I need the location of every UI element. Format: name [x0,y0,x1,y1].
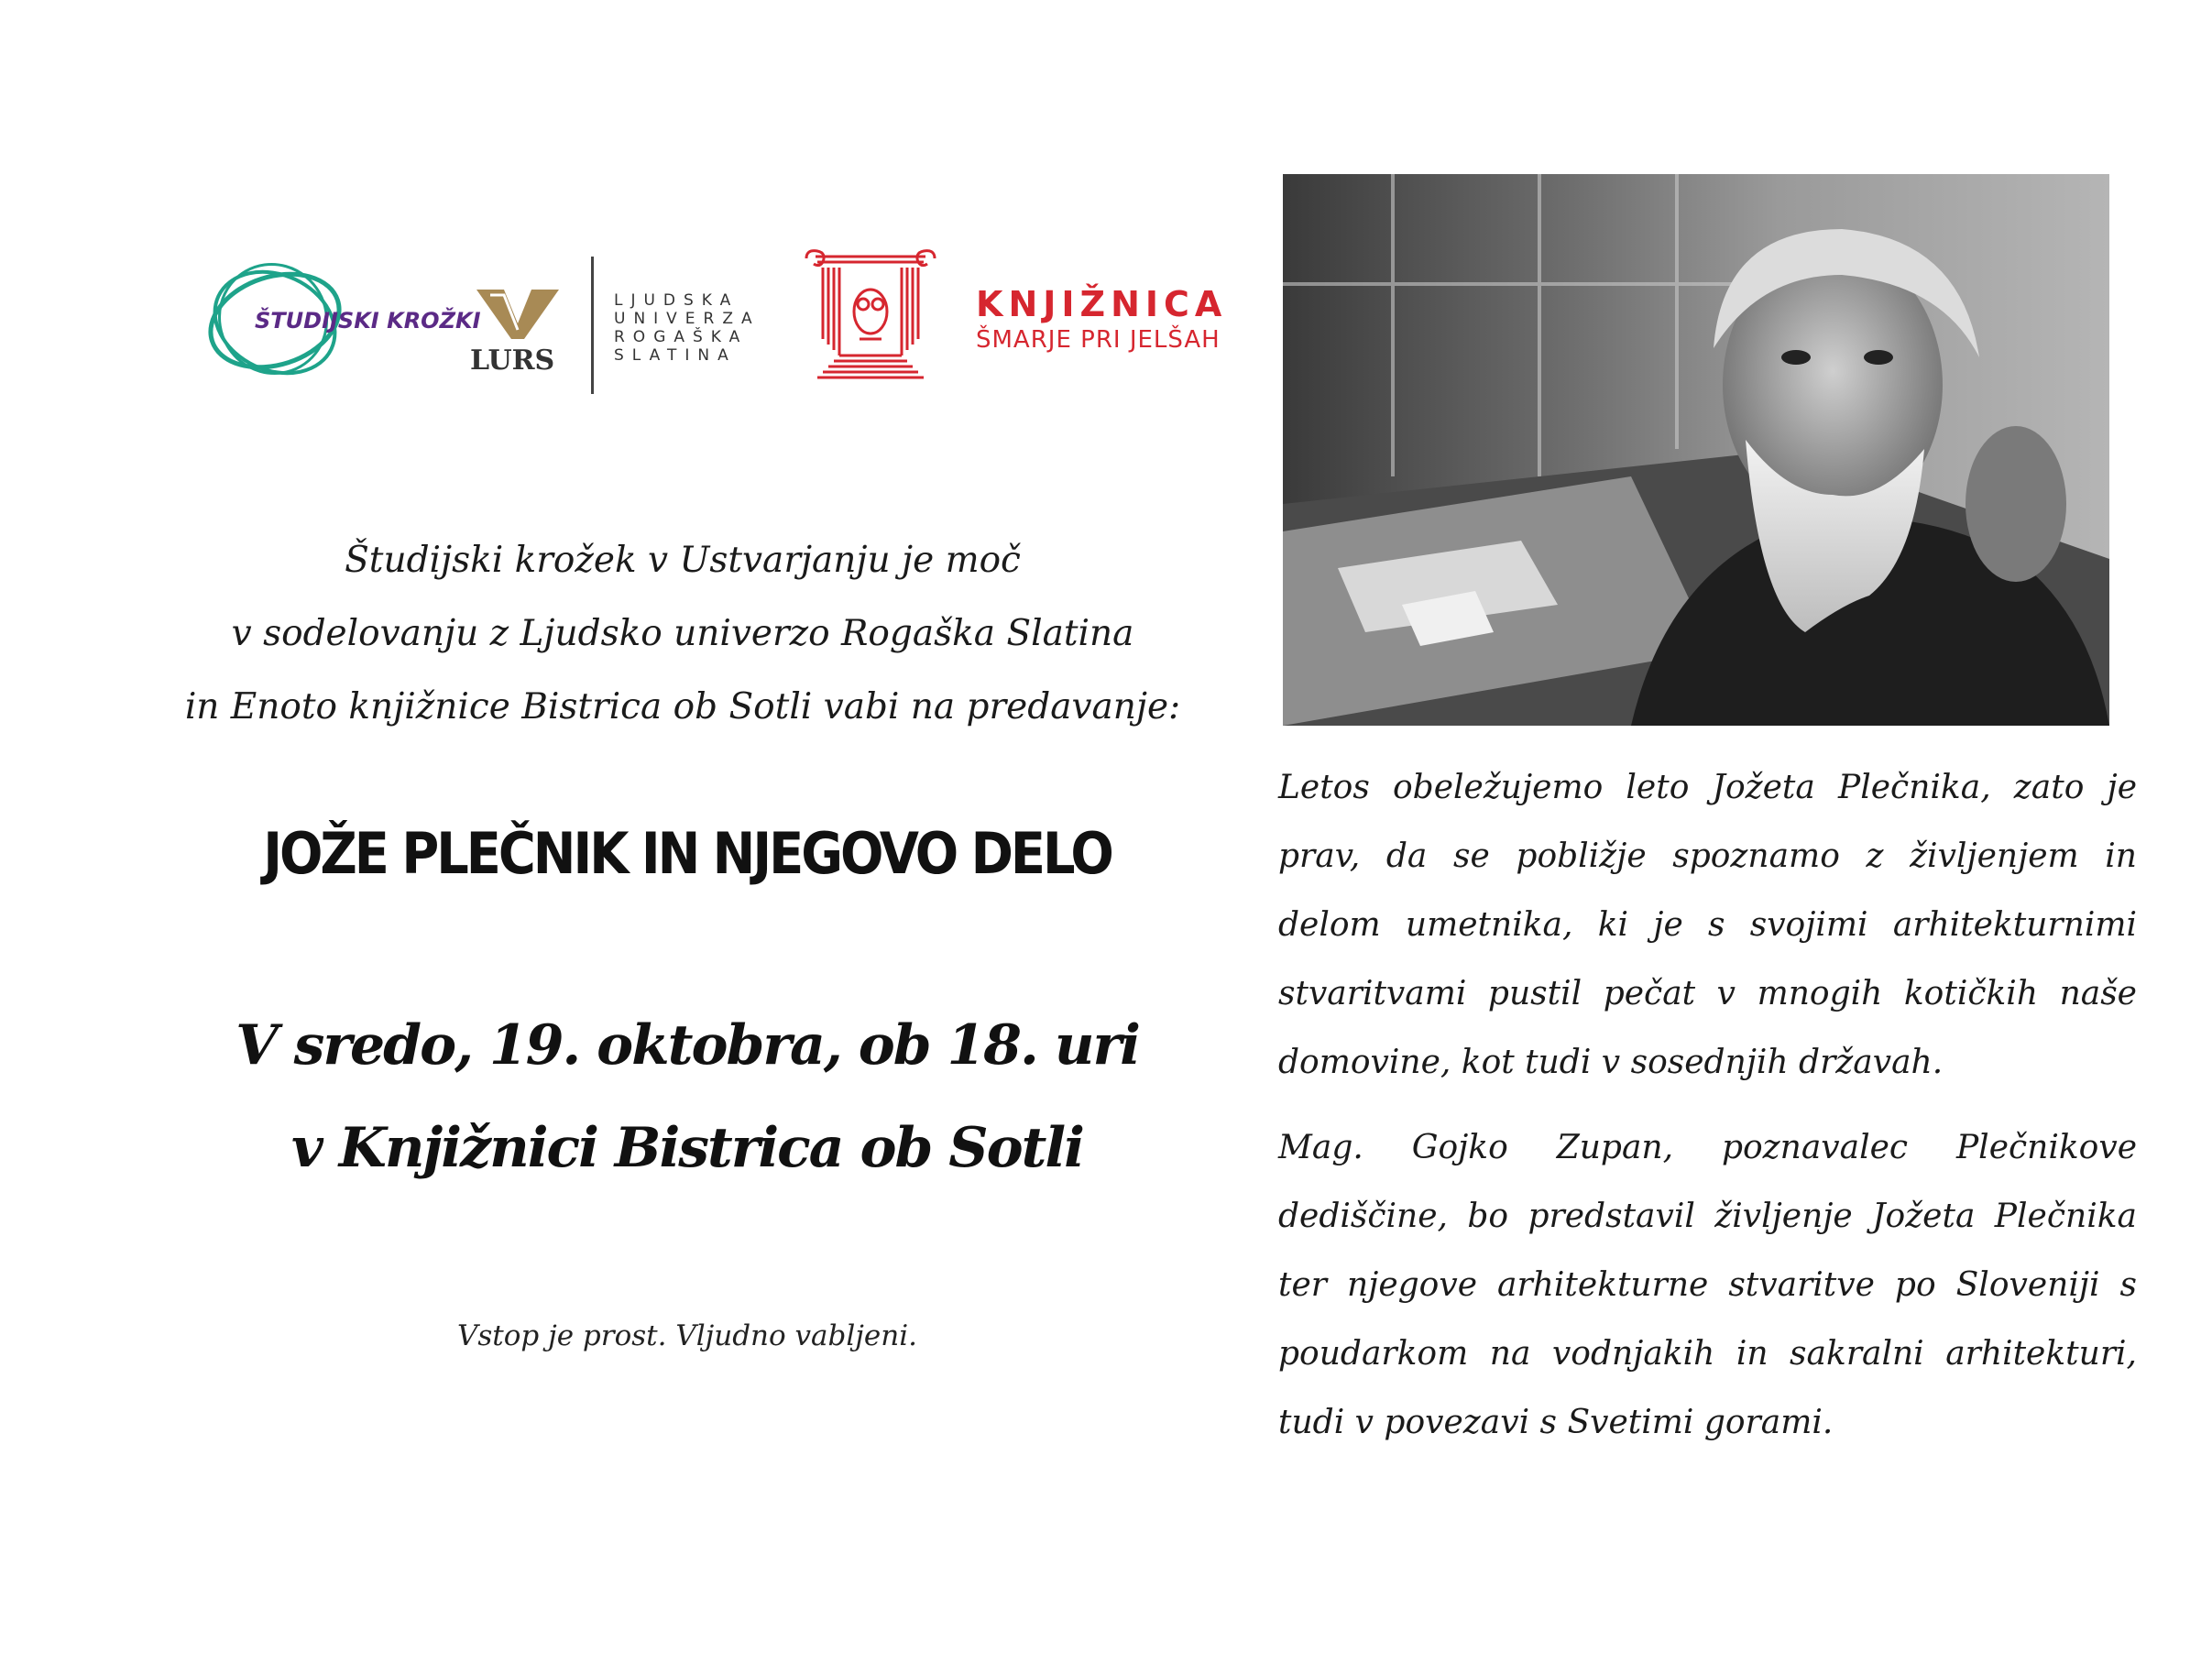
invitation-line: Študijski krožek v Ustvarjanju je moč [345,540,1021,581]
lurs-logo [467,282,568,383]
portrait-photo [1283,174,2109,726]
lurs-text: LURS [470,345,555,377]
invitation-text [165,524,1200,744]
logo-row [202,247,1237,394]
knjiznica-text-logo [976,284,1251,354]
studijski-krozki-text: ŠTUDIJSKI KROŽKI [255,308,481,334]
event-description [1278,753,2137,1457]
event-location-line: v Knjižnici Bistrica ob Sotli [291,1116,1083,1180]
column-owl-icon [797,247,944,385]
description-paragraph: Letos obeležujemo leto Jožeta Plečnika, zato je prav, da se pobližje spoznamo z življenjem in delom umetnika, ki je s svojimi arhitekturnimi stvaritvami pustil pečat v mnogih kotičkih naše domovine, kot tudi v sosednjih državah. [1278,769,2137,1081]
ljudska-univerza-logo [614,291,788,365]
description-paragraph: Mag. Gojko Zupan, poznavalec Plečnikove dediščine, bo predstavil življenje Jožeta Plečnika ter njegove arhitekturne stvaritve po Sloveniji s poudarkom na vodnjakih in sakralni arhitekturi, tudi v povezavi s Svetimi gorami. [1278,1129,2137,1441]
knjiznica-subtitle: ŠMARJE PRI JELŠAH [976,326,1221,354]
knjiznica-title: KNJIŽNICA [976,284,1228,324]
studijski-krozki-logo [202,257,481,385]
lu-line: SLATINA [614,346,737,365]
knjiznica-column-logo [797,247,944,385]
lu-line: UNIVERZA [614,310,761,328]
event-when [137,994,1237,1199]
lurs-emblem-icon [467,282,568,346]
portrait-photo-image [1283,174,2109,726]
entry-note: Vstop je prost. Vljudno vabljeni. [457,1319,917,1352]
lu-line: ROGAŠKA [614,328,749,346]
event-date-line: V sredo, 19. oktobra, ob 18. uri [235,1013,1139,1078]
lu-line: LJUDSKA [614,291,739,310]
invitation-line: v sodelovanju z Ljudsko univerzo Rogaška Slatina [231,613,1134,654]
logo-divider [591,257,594,394]
invitation-line: in Enoto knjižnice Bistrica ob Sotli vabi na predavanje: [184,686,1181,728]
event-title: JOŽE PLEČNIK IN NJEGOVO DELO [263,820,1111,887]
